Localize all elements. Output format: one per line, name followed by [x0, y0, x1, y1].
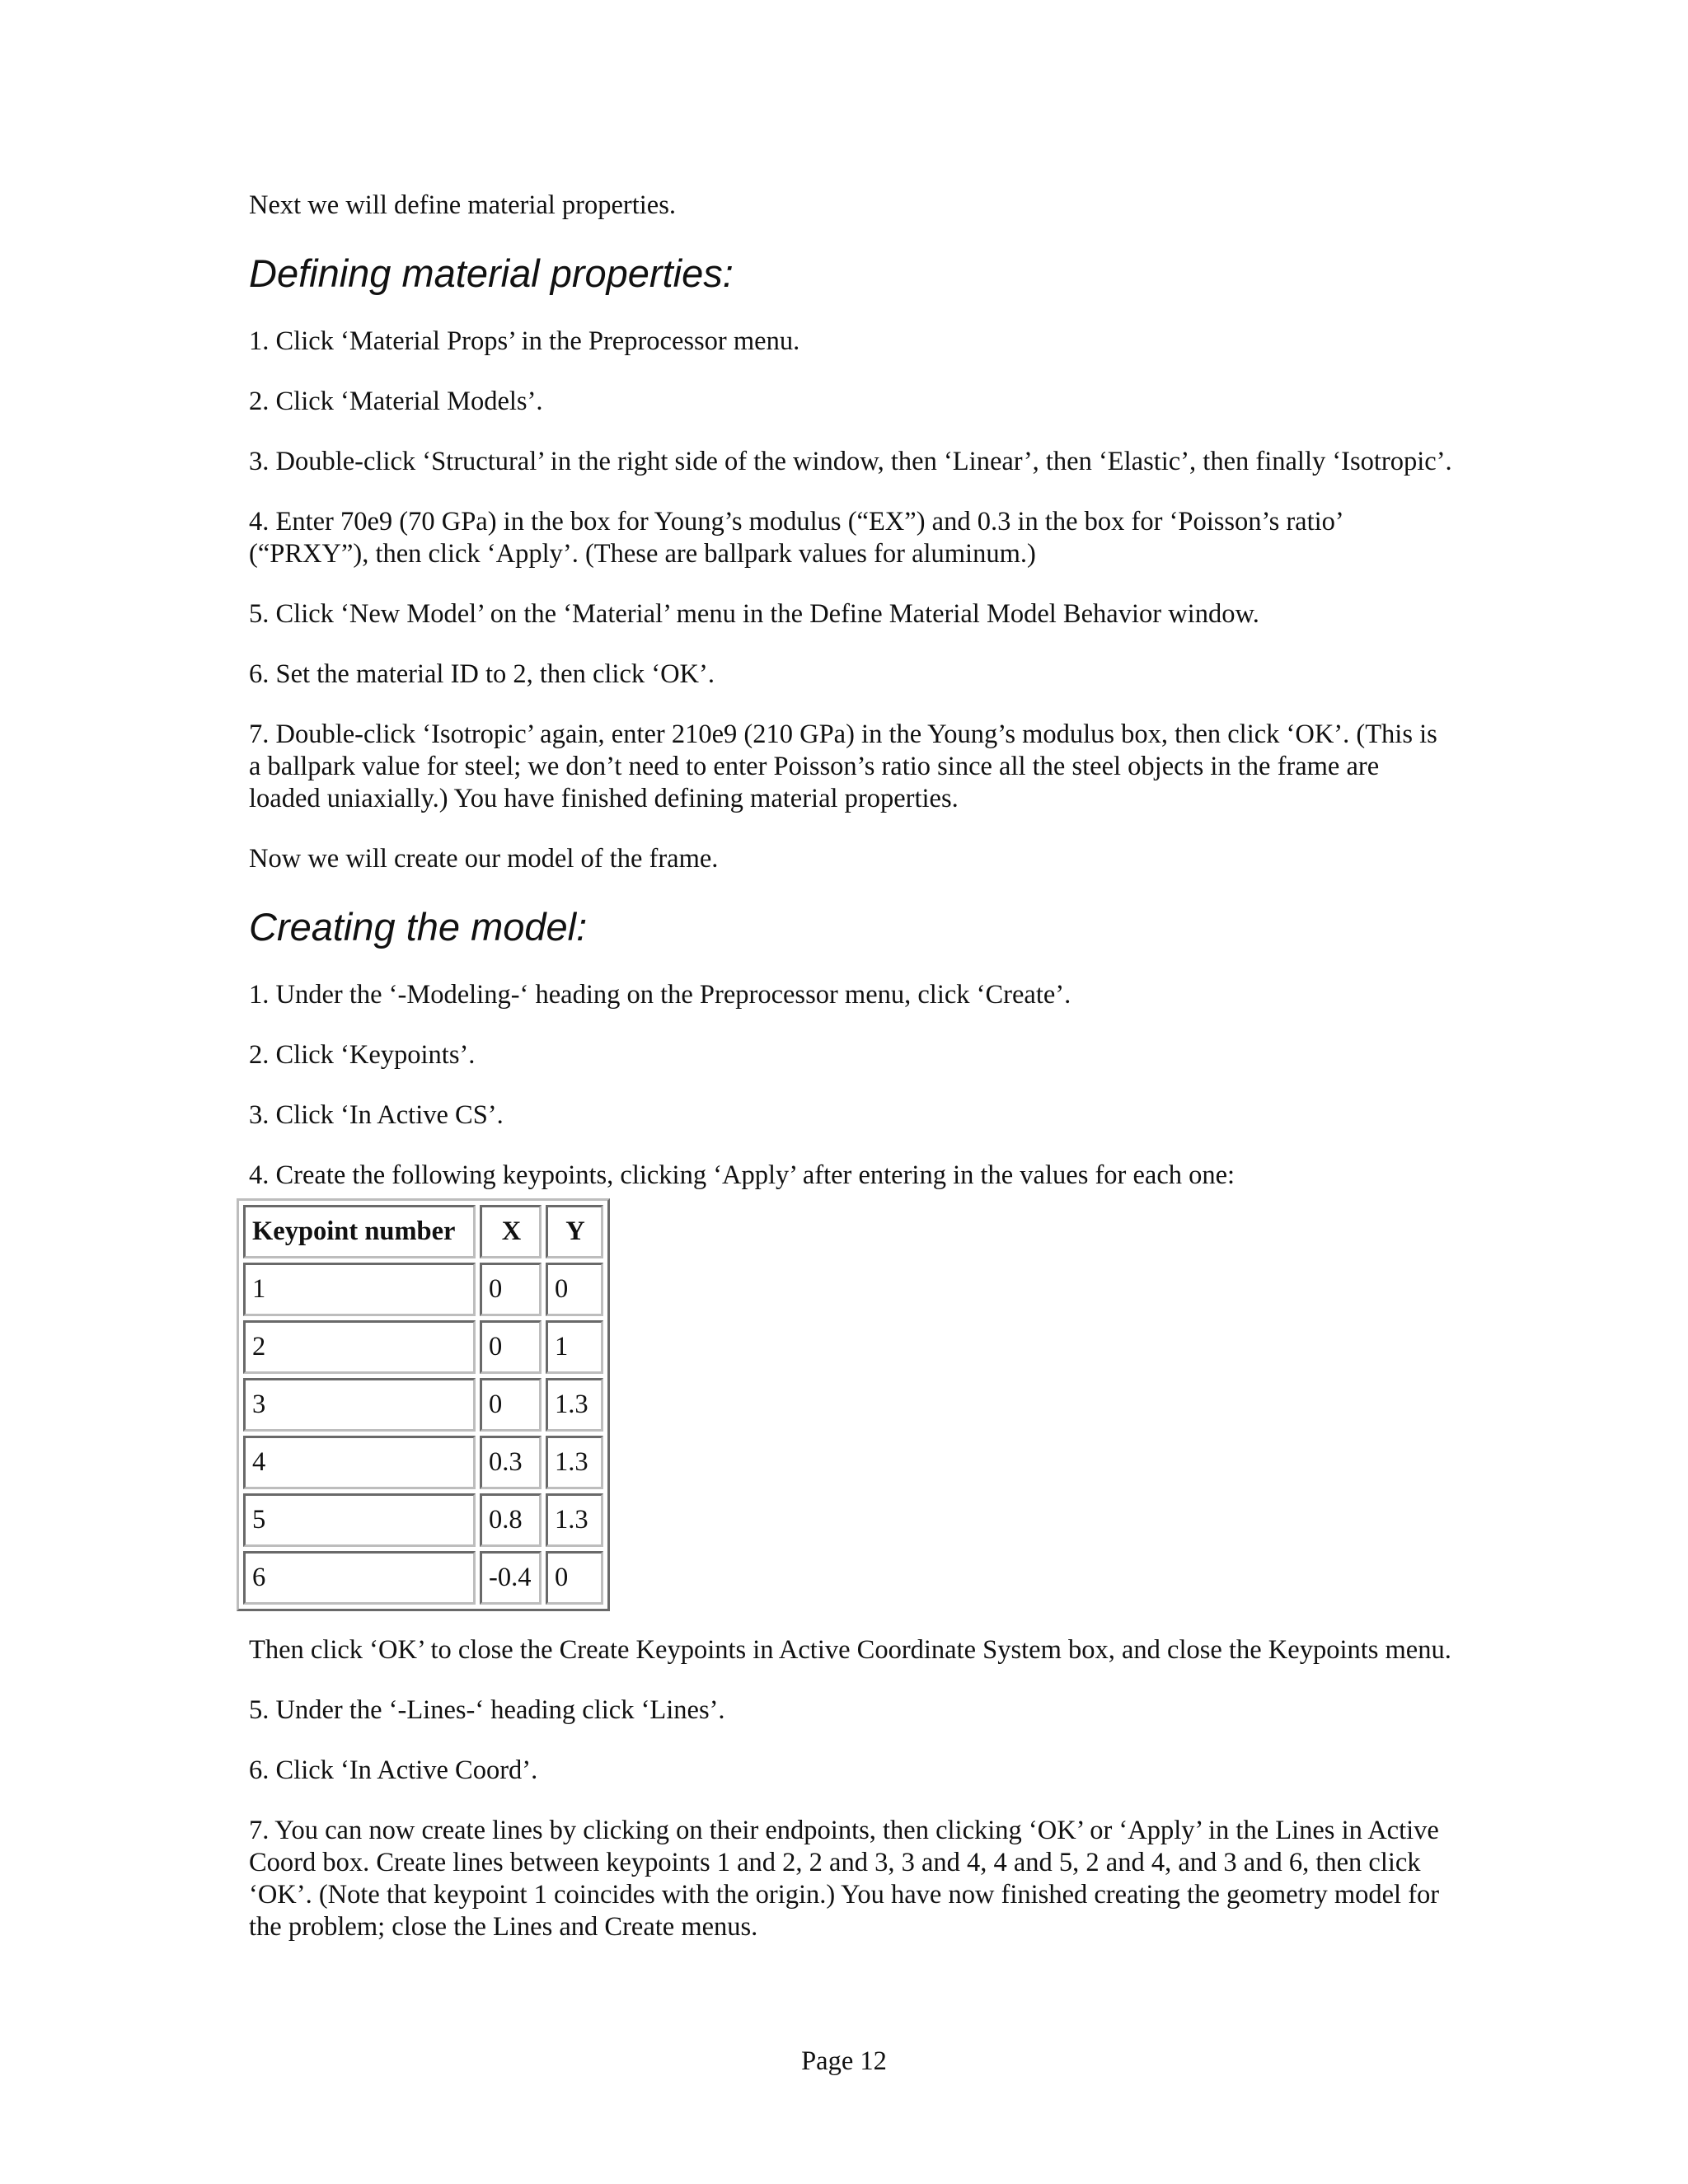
model-step: 3. Click ‘In Active CS’.	[249, 1100, 504, 1130]
section-heading-model: Creating the model:	[249, 905, 588, 949]
table-row	[243, 1320, 603, 1374]
table-cell: 1.3	[546, 1493, 603, 1547]
table-header-cell: Y	[546, 1205, 603, 1258]
table-cell: 6	[243, 1551, 476, 1605]
material-step: 4. Enter 70e9 (70 GPa) in the box for Young’s modulus (“EX”) and 0.3 in the box for ‘Poisson’s ratio’ (“PRXY”), then click ‘Apply’. (These are ballpark values for aluminum.)	[249, 507, 1343, 569]
table-cell: 2	[243, 1320, 476, 1374]
table-cell: 1.3	[546, 1378, 603, 1432]
table-cell: 5	[243, 1493, 476, 1547]
table-cell: 0.8	[480, 1493, 542, 1547]
table-cell: 0	[480, 1320, 542, 1374]
table-row	[243, 1378, 603, 1432]
table-row	[243, 1551, 603, 1605]
table-row	[243, 1263, 603, 1316]
page-number: Page 12	[801, 2046, 887, 2076]
document-page	[249, 190, 1452, 1971]
keypoint-table	[237, 1198, 610, 1611]
table-cell: 4	[243, 1436, 476, 1489]
table-cell: 0	[480, 1263, 542, 1316]
table-cell: 3	[243, 1378, 476, 1432]
material-step: 1. Click ‘Material Props’ in the Preprocessor menu.	[249, 326, 800, 356]
model-step: 2. Click ‘Keypoints’.	[249, 1040, 476, 1070]
material-step: 7. Double-click ‘Isotropic’ again, enter 210e9 (210 GPa) in the Young’s modulus box, then click ‘OK’. (This is a ballpark value for steel; we don’t need to enter Poisson’s ratio since all the steel objects in the frame are loaded uniaxially.) You have finished defining material properties.	[249, 719, 1437, 813]
table-row	[243, 1436, 603, 1489]
material-step: 2. Click ‘Material Models’.	[249, 387, 543, 416]
table-cell: 0	[546, 1551, 603, 1605]
material-step: 3. Double-click ‘Structural’ in the right side of the window, then ‘Linear’, then ‘Elastic’, then finally ‘Isotropic’.	[249, 447, 1452, 476]
after-table-text: Then click ‘OK’ to close the Create Keypoints in Active Coordinate System box, and close the Keypoints menu.	[249, 1635, 1451, 1665]
table-header-row	[243, 1205, 603, 1258]
table-cell: -0.4	[480, 1551, 542, 1605]
model-step: 1. Under the ‘-Modeling-‘ heading on the Preprocessor menu, click ‘Create’.	[249, 980, 1071, 1010]
material-step: 5. Click ‘New Model’ on the ‘Material’ menu in the Define Material Model Behavior window.	[249, 599, 1259, 629]
table-header-cell: X	[480, 1205, 542, 1258]
table-header-cell: Keypoint number	[243, 1205, 476, 1258]
model-step: 4. Create the following keypoints, clicking ‘Apply’ after entering in the values for each one:	[249, 1160, 1236, 1190]
section-heading-material: Defining material properties:	[249, 251, 734, 295]
table-cell: 1	[546, 1320, 603, 1374]
material-step: 6. Set the material ID to 2, then click ‘OK’.	[249, 659, 715, 689]
model-step: 7. You can now create lines by clicking on their endpoints, then clicking ‘OK’ or ‘Apply’ in the Lines in Active Coord box. Create lines between keypoints 1 and 2, 2 and 3, 3 and 4, 4 and 5, 2 and 4, and 3 and 6, then click ‘OK’. (Note that keypoint 1 coincides with the origin.) You have now finished creating the geometry model for the problem; close the Lines and Create menus.	[249, 1816, 1440, 1942]
model-step: 6. Click ‘In Active Coord’.	[249, 1755, 538, 1785]
intro-text: Next we will define material properties.	[249, 190, 677, 220]
table-cell: 0.3	[480, 1436, 542, 1489]
model-step: 5. Under the ‘-Lines-‘ heading click ‘Lines’.	[249, 1695, 725, 1725]
table-cell: 1.3	[546, 1436, 603, 1489]
transition-text: Now we will create our model of the frame.	[249, 844, 719, 874]
table-cell: 1	[243, 1263, 476, 1316]
table-row	[243, 1493, 603, 1547]
table-cell: 0	[546, 1263, 603, 1316]
table-cell: 0	[480, 1378, 542, 1432]
